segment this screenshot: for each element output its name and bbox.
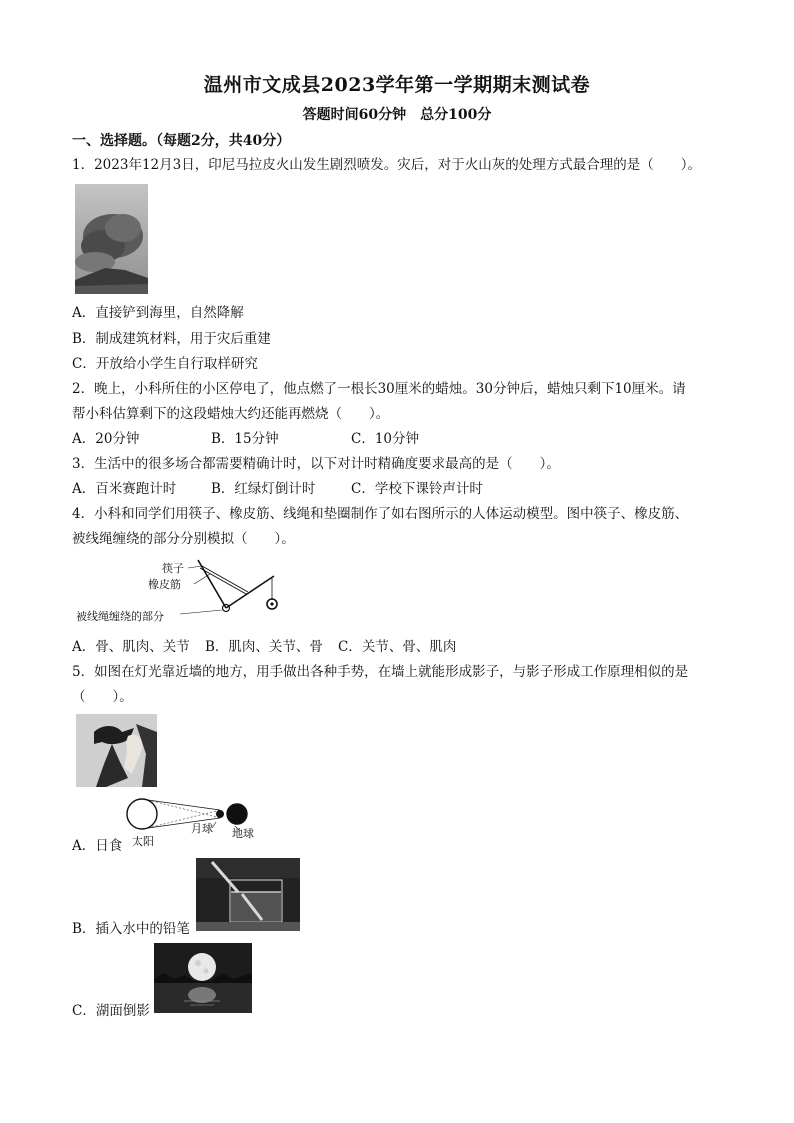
- q1-option-a: A．直接铲到海里，自然降解: [72, 305, 244, 321]
- q4-option-c: C．关节、骨、肌肉: [338, 639, 457, 655]
- q3-stem: 3．生活中的很多场合都需要精确计时，以下对计时精确度要求最高的是（ ）。: [72, 456, 560, 472]
- lake-reflection-photo: [154, 943, 252, 1013]
- q1-option-c: C．开放给小学生自行取样研究: [72, 356, 258, 372]
- volcano-photo: [75, 184, 148, 294]
- q4-option-b: B．肌肉、关节、骨: [205, 639, 323, 655]
- q1-option-b: B．制成建筑材料，用于灾后重建: [72, 331, 271, 347]
- q2-stem-line1: 2．晚上，小科所住的小区停电了，他点燃了一根长30厘米的蜡烛。30分钟后，蜡烛只剩下10厘米。请: [72, 381, 686, 397]
- q4-option-a: A．骨、肌肉、关节: [72, 639, 190, 655]
- hand-shadow-photo: [76, 714, 157, 787]
- q4-stem-line1: 4．小科和同学们用筷子、橡皮筋、线绳和垫圈制作了如右图所示的人体运动模型。图中筷子、橡皮筋、: [72, 506, 689, 522]
- q5-stem-line2: （ ）。: [72, 689, 133, 705]
- label-chopstick: 筷子: [162, 562, 184, 575]
- q3-option-c: C．学校下课铃声计时: [351, 481, 483, 497]
- q2-stem-line2: 帮小科估算剩下的这段蜡烛大约还能再燃烧（ ）。: [72, 406, 390, 422]
- label-earth: 地球: [232, 827, 254, 840]
- q2-option-b: B．15分钟: [211, 431, 279, 447]
- q3-option-a: A．百米赛跑计时: [72, 481, 177, 497]
- exam-title: 温州市文成县2023学年第一学期期末测试卷: [203, 74, 591, 96]
- label-wrapped-part: 被线绳缠绕的部分: [76, 610, 164, 623]
- q5-stem-line1: 5．如图在灯光靠近墙的地方，用手做出各种手势，在墙上就能形成影子，与影子形成工作原理相似的是: [72, 664, 689, 680]
- q2-option-c: C．10分钟: [351, 431, 420, 447]
- label-moon: 月球: [191, 822, 213, 835]
- section-heading: 一、选择题。（每题2分，共40分）: [72, 133, 291, 149]
- q5-option-b: B．插入水中的铅笔: [72, 921, 190, 937]
- q3-option-b: B．红绿灯倒计时: [211, 481, 316, 497]
- q5-option-a: A．日食: [72, 838, 123, 854]
- pencil-in-water-photo: [196, 858, 300, 931]
- q5-option-c: C．湖面倒影: [72, 1003, 150, 1019]
- label-rubber-band: 橡皮筋: [148, 578, 181, 591]
- q1-stem: 1．2023年12月3日，印尼马拉皮火山发生剧烈喷发。灾后，对于火山灰的处理方式最合理的是（ ）。: [72, 157, 701, 173]
- q2-option-a: A．20分钟: [72, 431, 140, 447]
- q4-stem-line2: 被线绳缠绕的部分分别模拟（ ）。: [72, 531, 295, 547]
- label-sun: 太阳: [132, 835, 154, 848]
- exam-subtitle: 答题时间60分钟 总分100分: [302, 107, 492, 123]
